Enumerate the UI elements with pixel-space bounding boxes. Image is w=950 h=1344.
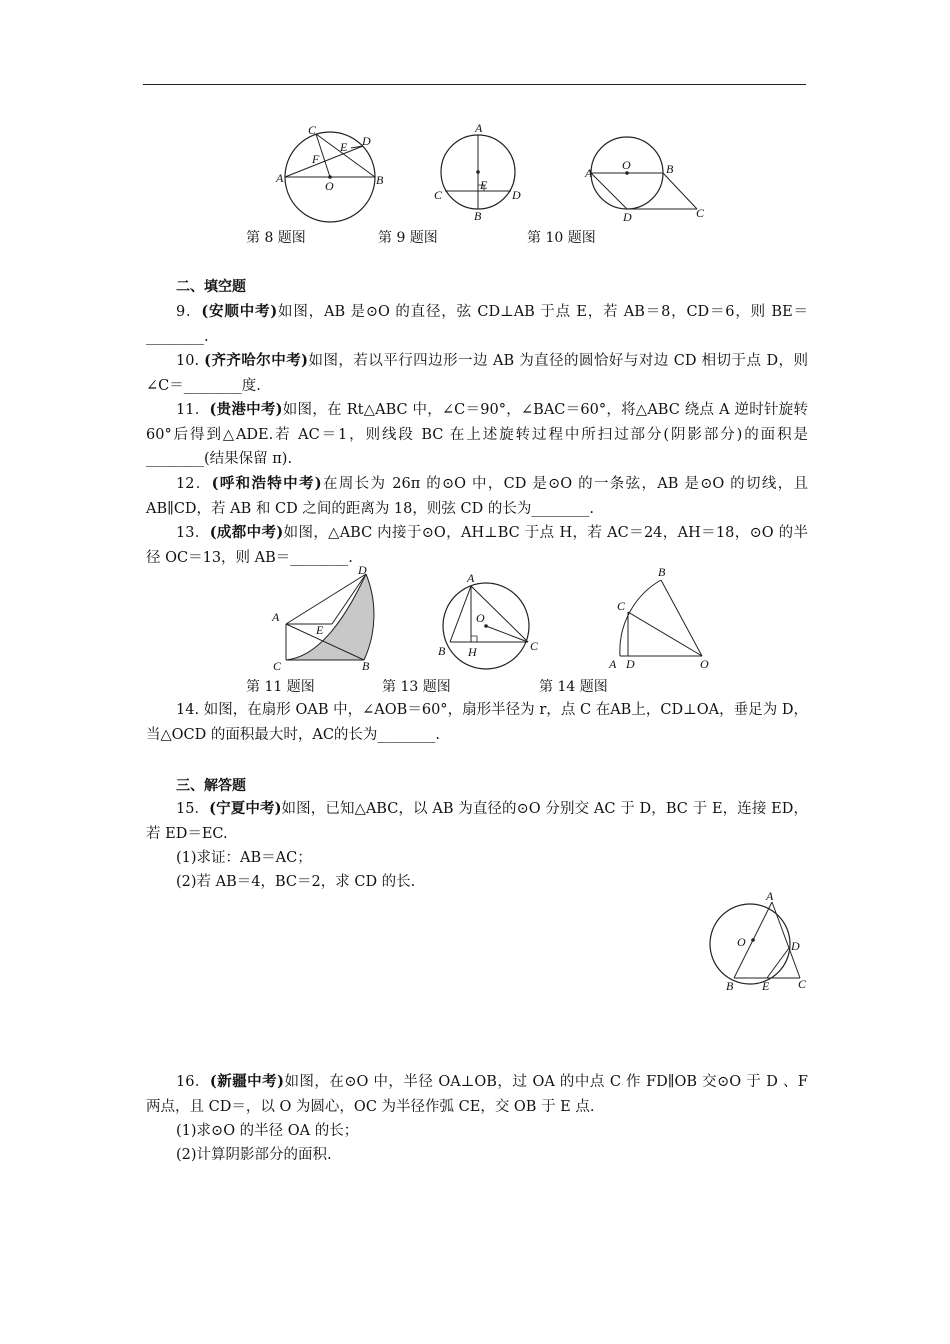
- label-D: D: [791, 939, 800, 953]
- label-O: O: [700, 657, 709, 671]
- q16-source: (新疆中考): [209, 1073, 284, 1090]
- q16-number: 16．: [176, 1074, 210, 1090]
- label-C: C: [798, 977, 807, 991]
- q16-text: 如图，在⊙O 中，半径 OA⊥OB，过 OA 的中点 C 作 FD∥OB 交⊙O 于 D 、F 两点，且 CD＝，以 O 为圆心，OC 为半径作弧 CE，交 OB 于 E 点.: [146, 1074, 808, 1115]
- label-E: E: [316, 623, 324, 637]
- label-O: O: [476, 611, 485, 625]
- label-A: A: [276, 171, 284, 185]
- label-E: E: [762, 979, 770, 993]
- q15-source: (宁夏中考): [209, 800, 282, 817]
- label-D: D: [512, 188, 521, 202]
- caption-fig9: 第 9 题图: [378, 230, 438, 246]
- q11-source: (贵港中考): [209, 401, 283, 418]
- label-O: O: [325, 179, 334, 193]
- label-A: A: [467, 571, 475, 585]
- question-14: [146, 698, 808, 747]
- label-A: A: [609, 657, 617, 671]
- q13-source: (成都中考): [209, 524, 284, 541]
- caption-fig14: 第 14 题图: [539, 679, 608, 695]
- caption-fig11: 第 11 题图: [246, 679, 315, 695]
- figure-8: [270, 118, 390, 228]
- q9-number: 9．: [176, 304, 202, 320]
- label-C: C: [434, 188, 443, 202]
- q12-source: (呼和浩特中考): [211, 475, 322, 492]
- top-rule: [143, 84, 806, 85]
- figure-9: [430, 118, 530, 228]
- question-13: [146, 521, 808, 570]
- q16-part2: (2)计算阴影部分的面积.: [176, 1147, 332, 1163]
- label-D: D: [362, 134, 371, 148]
- q11-text: 如图，在 Rt△ABC 中，∠C＝90°，∠BAC＝60°，将△ABC 绕点 A 逆时针旋转 60°后得到△ADE.若 AC＝1，则线段 BC 在上述旋转过程中所扫过部分(阴影部分)的面积是________(结果保留 π).: [146, 402, 808, 467]
- label-B: B: [726, 979, 734, 993]
- question-9: [146, 300, 808, 349]
- q15-number: 15．: [176, 801, 210, 817]
- label-C: C: [273, 659, 282, 673]
- q16-part1: (1)求⊙O 的半径 OA 的长；: [176, 1123, 359, 1139]
- q15-part1: (1)求证：AB＝AC；: [176, 850, 312, 866]
- question-11: [146, 398, 808, 472]
- q15-part2: (2)若 AB＝4，BC＝2，求 CD 的长.: [176, 874, 416, 890]
- q13-text: 如图，△ABC 内接于⊙O，AH⊥BC 于点 H，若 AC＝24，AH＝18，⊙O 的半径 OC＝13，则 AB＝________.: [146, 525, 809, 566]
- label-O: O: [737, 935, 746, 949]
- figure-14: [606, 566, 716, 676]
- label-D: D: [623, 210, 632, 224]
- caption-fig8: 第 8 题图: [246, 230, 306, 246]
- q12-text: 在周长为 26π 的⊙O 中，CD 是⊙O 的一条弦，AB 是⊙O 的切线，且 AB∥CD，若 AB 和 CD 之间的距离为 18，则弦 CD 的长为________.: [146, 476, 808, 517]
- figure-11: [268, 563, 388, 676]
- label-B: B: [666, 162, 674, 176]
- q9-text: 如图，AB 是⊙O 的直径，弦 CD⊥AB 于点 E，若 AB＝8，CD＝6，则 BE＝________.: [146, 304, 808, 345]
- label-A: A: [272, 610, 280, 624]
- section-fill-in: 二、填空题: [176, 279, 246, 295]
- label-E: E: [480, 178, 488, 192]
- label-A: A: [766, 889, 774, 903]
- question-12: [146, 472, 808, 521]
- question-10: [146, 349, 808, 398]
- q10-source: (齐齐哈尔中考): [204, 352, 309, 369]
- q15-text: 如图，已知△ABC，以 AB 为直径的⊙O 分别交 AC 于 D，BC 于 E，连接 ED，若 ED＝EC.: [146, 801, 808, 842]
- label-B: B: [658, 565, 666, 579]
- label-D: D: [626, 657, 635, 671]
- label-C: C: [308, 123, 317, 137]
- question-15: [146, 797, 808, 846]
- label-B: B: [362, 659, 370, 673]
- caption-fig10: 第 10 题图: [527, 230, 596, 246]
- q14-number: 14.: [176, 702, 204, 718]
- label-C: C: [530, 639, 539, 653]
- figure-10: [585, 135, 715, 225]
- question-16: [146, 1070, 808, 1119]
- label-B: B: [438, 644, 446, 658]
- label-O: O: [622, 158, 631, 172]
- label-F: F: [312, 152, 320, 166]
- q10-text: 如图，若以平行四边形一边 AB 为直径的圆恰好与对边 CD 相切于点 D，则∠C＝________度.: [146, 353, 808, 394]
- q14-text: 如图，在扇形 OAB 中，∠AOB＝60°，扇形半径为 r，点 C 在AB上，CD⊥OA，垂足为 D，当△OCD 的面积最大时，AC的长为________.: [146, 702, 809, 743]
- label-A: A: [475, 121, 483, 135]
- label-C: C: [617, 599, 626, 613]
- label-D: D: [358, 563, 367, 577]
- label-E: E: [340, 140, 348, 154]
- figure-15: [700, 890, 815, 1000]
- label-A: A: [585, 166, 593, 180]
- label-B: B: [376, 173, 384, 187]
- q9-source: (安顺中考): [201, 303, 278, 320]
- section-answer: 三、解答题: [176, 778, 246, 794]
- label-C: C: [696, 206, 705, 220]
- q13-number: 13．: [176, 525, 210, 541]
- q12-number: 12．: [176, 476, 212, 492]
- label-B: B: [474, 209, 482, 223]
- caption-fig13: 第 13 题图: [382, 679, 451, 695]
- label-H: H: [468, 645, 477, 659]
- figure-13: [436, 570, 546, 670]
- q10-number: 10.: [176, 353, 205, 369]
- q11-number: 11．: [176, 402, 210, 418]
